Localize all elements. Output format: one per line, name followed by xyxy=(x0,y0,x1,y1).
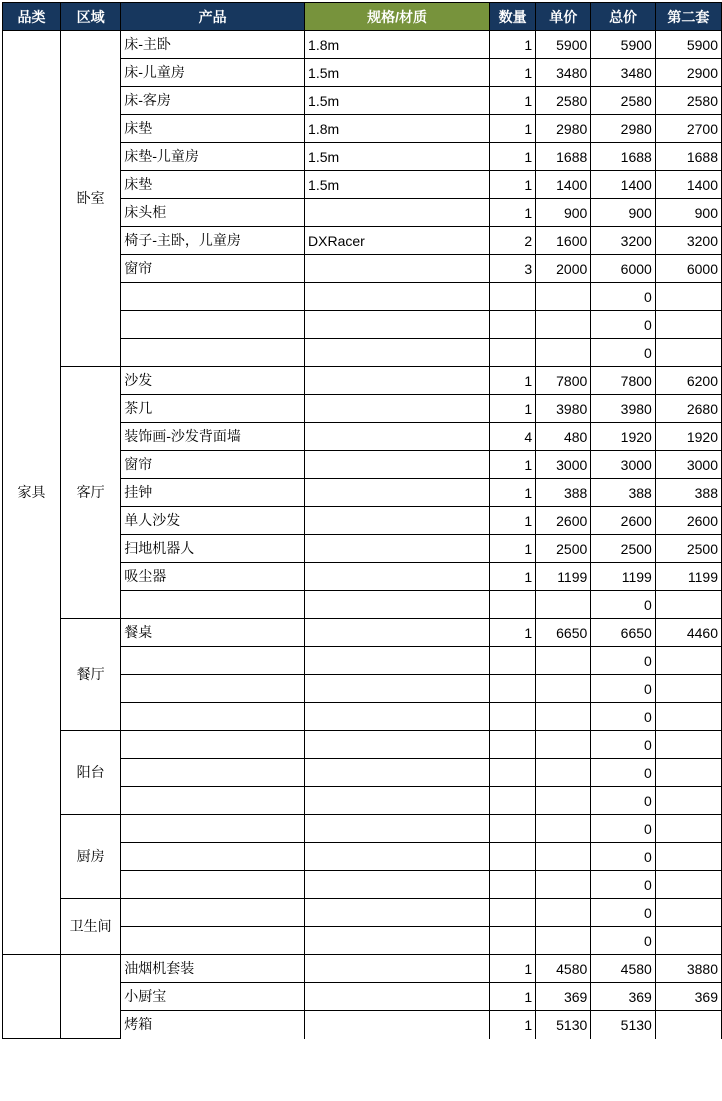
area-cell[interactable]: 厨房 xyxy=(61,815,121,899)
spec-cell[interactable] xyxy=(305,339,490,367)
second-set-cell[interactable] xyxy=(655,703,721,731)
second-set-cell[interactable] xyxy=(655,647,721,675)
product-cell[interactable]: 装饰画-沙发背面墙 xyxy=(121,423,305,451)
product-cell[interactable] xyxy=(121,815,305,843)
product-cell[interactable] xyxy=(121,899,305,927)
total-cell[interactable]: 900 xyxy=(591,199,656,227)
qty-cell[interactable] xyxy=(490,787,536,815)
second-set-cell[interactable]: 3200 xyxy=(655,227,721,255)
unit-price-cell[interactable] xyxy=(536,899,591,927)
unit-price-cell[interactable] xyxy=(536,787,591,815)
second-set-cell[interactable] xyxy=(655,1011,721,1039)
unit-price-cell[interactable]: 5130 xyxy=(536,1011,591,1039)
total-cell[interactable]: 3200 xyxy=(591,227,656,255)
total-cell[interactable]: 3000 xyxy=(591,451,656,479)
header-row xyxy=(3,3,722,31)
spec-cell[interactable]: 1.8m xyxy=(305,31,490,59)
area-cell[interactable]: 卧室 xyxy=(61,31,121,367)
total-cell[interactable]: 1199 xyxy=(591,563,656,591)
unit-price-cell[interactable] xyxy=(536,591,591,619)
product-cell[interactable] xyxy=(121,731,305,759)
spec-cell[interactable] xyxy=(305,647,490,675)
unit-price-cell[interactable]: 2600 xyxy=(536,507,591,535)
second-set-cell[interactable]: 3880 xyxy=(655,955,721,983)
spec-cell[interactable]: 1.5m xyxy=(305,143,490,171)
qty-cell[interactable]: 1 xyxy=(490,479,536,507)
spec-cell[interactable] xyxy=(305,815,490,843)
total-cell[interactable]: 0 xyxy=(591,647,656,675)
header-spec[interactable]: 规格/材质 xyxy=(305,3,490,31)
spec-cell[interactable] xyxy=(305,983,490,1011)
spec-cell[interactable] xyxy=(305,423,490,451)
product-cell[interactable]: 床垫 xyxy=(121,171,305,199)
spec-cell[interactable]: 1.5m xyxy=(305,59,490,87)
product-cell[interactable]: 扫地机器人 xyxy=(121,535,305,563)
unit-price-cell[interactable] xyxy=(536,339,591,367)
total-cell[interactable]: 0 xyxy=(591,871,656,899)
unit-price-cell[interactable] xyxy=(536,871,591,899)
product-cell[interactable]: 床垫-儿童房 xyxy=(121,143,305,171)
second-set-cell[interactable]: 2500 xyxy=(655,535,721,563)
total-cell[interactable]: 3980 xyxy=(591,395,656,423)
unit-price-cell[interactable]: 5900 xyxy=(536,31,591,59)
header-category[interactable]: 品类 xyxy=(3,3,61,31)
qty-cell[interactable] xyxy=(490,759,536,787)
spec-cell[interactable]: 1.5m xyxy=(305,171,490,199)
spec-cell[interactable] xyxy=(305,507,490,535)
unit-price-cell[interactable]: 6650 xyxy=(536,619,591,647)
spec-cell[interactable] xyxy=(305,563,490,591)
qty-cell[interactable] xyxy=(490,899,536,927)
area-cell[interactable] xyxy=(61,955,121,1039)
product-cell[interactable] xyxy=(121,871,305,899)
spec-cell[interactable] xyxy=(305,367,490,395)
unit-price-cell[interactable]: 1199 xyxy=(536,563,591,591)
second-set-cell[interactable] xyxy=(655,731,721,759)
budget-table xyxy=(2,2,722,1039)
spec-cell[interactable] xyxy=(305,675,490,703)
qty-cell[interactable]: 3 xyxy=(490,255,536,283)
spec-cell[interactable]: 1.8m xyxy=(305,115,490,143)
total-cell[interactable]: 2980 xyxy=(591,115,656,143)
qty-cell[interactable] xyxy=(490,703,536,731)
spec-cell[interactable] xyxy=(305,283,490,311)
second-set-cell[interactable]: 900 xyxy=(655,199,721,227)
qty-cell[interactable]: 1 xyxy=(490,199,536,227)
total-cell[interactable]: 0 xyxy=(591,927,656,955)
category-cell[interactable]: 家具 xyxy=(3,31,61,955)
product-cell[interactable] xyxy=(121,759,305,787)
unit-price-cell[interactable] xyxy=(536,311,591,339)
unit-price-cell[interactable] xyxy=(536,927,591,955)
spec-cell[interactable] xyxy=(305,759,490,787)
unit-price-cell[interactable]: 1688 xyxy=(536,143,591,171)
unit-price-cell[interactable]: 480 xyxy=(536,423,591,451)
product-cell[interactable] xyxy=(121,283,305,311)
second-set-cell[interactable]: 2600 xyxy=(655,507,721,535)
second-set-cell[interactable]: 2680 xyxy=(655,395,721,423)
area-cell[interactable]: 客厅 xyxy=(61,367,121,619)
unit-price-cell[interactable]: 2500 xyxy=(536,535,591,563)
table-row xyxy=(3,619,722,647)
qty-cell[interactable] xyxy=(490,843,536,871)
second-set-cell[interactable]: 2900 xyxy=(655,59,721,87)
unit-price-cell[interactable]: 1600 xyxy=(536,227,591,255)
qty-cell[interactable]: 1 xyxy=(490,367,536,395)
area-cell[interactable]: 卫生间 xyxy=(61,899,121,955)
second-set-cell[interactable] xyxy=(655,843,721,871)
total-cell[interactable]: 0 xyxy=(591,899,656,927)
qty-cell[interactable] xyxy=(490,591,536,619)
unit-price-cell[interactable]: 3980 xyxy=(536,395,591,423)
spec-cell[interactable] xyxy=(305,1011,490,1039)
second-set-cell[interactable]: 1688 xyxy=(655,143,721,171)
qty-cell[interactable]: 1 xyxy=(490,87,536,115)
spec-cell[interactable] xyxy=(305,871,490,899)
spec-cell[interactable] xyxy=(305,535,490,563)
second-set-cell[interactable] xyxy=(655,759,721,787)
qty-cell[interactable] xyxy=(490,927,536,955)
product-cell[interactable]: 单人沙发 xyxy=(121,507,305,535)
table-row xyxy=(3,731,722,759)
qty-cell[interactable]: 1 xyxy=(490,115,536,143)
spec-cell[interactable] xyxy=(305,451,490,479)
header-area[interactable]: 区域 xyxy=(61,3,121,31)
unit-price-cell[interactable] xyxy=(536,703,591,731)
total-cell[interactable]: 2600 xyxy=(591,507,656,535)
unit-price-cell[interactable]: 388 xyxy=(536,479,591,507)
qty-cell[interactable]: 1 xyxy=(490,983,536,1011)
unit-price-cell[interactable]: 369 xyxy=(536,983,591,1011)
product-cell[interactable]: 烤箱 xyxy=(121,1011,305,1039)
spec-cell[interactable] xyxy=(305,311,490,339)
spec-cell[interactable] xyxy=(305,619,490,647)
product-cell[interactable] xyxy=(121,591,305,619)
total-cell[interactable]: 6000 xyxy=(591,255,656,283)
second-set-cell[interactable]: 369 xyxy=(655,983,721,1011)
second-set-cell[interactable] xyxy=(655,787,721,815)
qty-cell[interactable] xyxy=(490,675,536,703)
second-set-cell[interactable]: 388 xyxy=(655,479,721,507)
product-cell[interactable]: 挂钟 xyxy=(121,479,305,507)
total-cell[interactable]: 1920 xyxy=(591,423,656,451)
unit-price-cell[interactable]: 2580 xyxy=(536,87,591,115)
spec-cell[interactable] xyxy=(305,899,490,927)
total-cell[interactable]: 0 xyxy=(591,703,656,731)
second-set-cell[interactable] xyxy=(655,311,721,339)
header-second-set[interactable]: 第二套 xyxy=(655,3,721,31)
second-set-cell[interactable] xyxy=(655,675,721,703)
unit-price-cell[interactable]: 2980 xyxy=(536,115,591,143)
total-cell[interactable]: 5130 xyxy=(591,1011,656,1039)
qty-cell[interactable]: 1 xyxy=(490,1011,536,1039)
spec-cell[interactable] xyxy=(305,255,490,283)
unit-price-cell[interactable] xyxy=(536,815,591,843)
second-set-cell[interactable]: 1920 xyxy=(655,423,721,451)
total-cell[interactable]: 0 xyxy=(591,843,656,871)
total-cell[interactable]: 2580 xyxy=(591,87,656,115)
product-cell[interactable] xyxy=(121,311,305,339)
total-cell[interactable]: 0 xyxy=(591,731,656,759)
second-set-cell[interactable]: 1199 xyxy=(655,563,721,591)
total-cell[interactable]: 1688 xyxy=(591,143,656,171)
area-cell[interactable]: 阳台 xyxy=(61,731,121,815)
qty-cell[interactable]: 1 xyxy=(490,31,536,59)
unit-price-cell[interactable]: 3480 xyxy=(536,59,591,87)
unit-price-cell[interactable]: 2000 xyxy=(536,255,591,283)
second-set-cell[interactable]: 5900 xyxy=(655,31,721,59)
product-cell[interactable]: 油烟机套装 xyxy=(121,955,305,983)
total-cell[interactable]: 2500 xyxy=(591,535,656,563)
total-cell[interactable]: 7800 xyxy=(591,367,656,395)
product-cell[interactable]: 床垫 xyxy=(121,115,305,143)
qty-cell[interactable]: 1 xyxy=(490,507,536,535)
qty-cell[interactable]: 1 xyxy=(490,563,536,591)
spec-cell[interactable] xyxy=(305,787,490,815)
table-row xyxy=(3,367,722,395)
second-set-cell[interactable] xyxy=(655,871,721,899)
product-cell[interactable]: 吸尘器 xyxy=(121,563,305,591)
spec-cell[interactable] xyxy=(305,927,490,955)
product-cell[interactable] xyxy=(121,787,305,815)
qty-cell[interactable] xyxy=(490,647,536,675)
qty-cell[interactable] xyxy=(490,731,536,759)
spec-cell[interactable] xyxy=(305,843,490,871)
unit-price-cell[interactable]: 7800 xyxy=(536,367,591,395)
product-cell[interactable]: 小厨宝 xyxy=(121,983,305,1011)
qty-cell[interactable]: 1 xyxy=(490,535,536,563)
unit-price-cell[interactable] xyxy=(536,283,591,311)
product-cell[interactable] xyxy=(121,675,305,703)
second-set-cell[interactable] xyxy=(655,591,721,619)
product-cell[interactable] xyxy=(121,843,305,871)
header-product[interactable]: 产品 xyxy=(121,3,305,31)
qty-cell[interactable]: 1 xyxy=(490,619,536,647)
second-set-cell[interactable] xyxy=(655,283,721,311)
total-cell[interactable]: 0 xyxy=(591,339,656,367)
unit-price-cell[interactable] xyxy=(536,647,591,675)
product-cell[interactable]: 沙发 xyxy=(121,367,305,395)
total-cell[interactable]: 0 xyxy=(591,283,656,311)
qty-cell[interactable]: 2 xyxy=(490,227,536,255)
area-cell[interactable]: 餐厅 xyxy=(61,619,121,731)
qty-cell[interactable]: 1 xyxy=(490,395,536,423)
product-cell[interactable] xyxy=(121,647,305,675)
product-cell[interactable]: 床-主卧 xyxy=(121,31,305,59)
second-set-cell[interactable]: 2580 xyxy=(655,87,721,115)
product-cell[interactable]: 床-儿童房 xyxy=(121,59,305,87)
total-cell[interactable]: 1400 xyxy=(591,171,656,199)
header-qty[interactable]: 数量 xyxy=(490,3,536,31)
spec-cell[interactable] xyxy=(305,395,490,423)
qty-cell[interactable]: 4 xyxy=(490,423,536,451)
qty-cell[interactable] xyxy=(490,283,536,311)
total-cell[interactable]: 0 xyxy=(591,759,656,787)
second-set-cell[interactable]: 2700 xyxy=(655,115,721,143)
product-cell[interactable]: 床头柜 xyxy=(121,199,305,227)
unit-price-cell[interactable]: 900 xyxy=(536,199,591,227)
product-cell[interactable] xyxy=(121,703,305,731)
product-cell[interactable]: 窗帘 xyxy=(121,451,305,479)
second-set-cell[interactable] xyxy=(655,927,721,955)
total-cell[interactable]: 3480 xyxy=(591,59,656,87)
spec-cell[interactable]: 1.5m xyxy=(305,87,490,115)
spec-cell[interactable] xyxy=(305,479,490,507)
spec-cell[interactable] xyxy=(305,591,490,619)
second-set-cell[interactable]: 6000 xyxy=(655,255,721,283)
spec-cell[interactable] xyxy=(305,199,490,227)
product-cell[interactable]: 椅子-主卧，儿童房 xyxy=(121,227,305,255)
qty-cell[interactable] xyxy=(490,339,536,367)
table-row xyxy=(3,899,722,927)
unit-price-cell[interactable] xyxy=(536,759,591,787)
second-set-cell[interactable]: 4460 xyxy=(655,619,721,647)
second-set-cell[interactable] xyxy=(655,815,721,843)
qty-cell[interactable]: 1 xyxy=(490,59,536,87)
header-total[interactable]: 总价 xyxy=(591,3,656,31)
second-set-cell[interactable]: 1400 xyxy=(655,171,721,199)
unit-price-cell[interactable]: 1400 xyxy=(536,171,591,199)
table-row xyxy=(3,31,722,59)
second-set-cell[interactable] xyxy=(655,899,721,927)
total-cell[interactable]: 0 xyxy=(591,787,656,815)
qty-cell[interactable]: 1 xyxy=(490,451,536,479)
unit-price-cell[interactable]: 3000 xyxy=(536,451,591,479)
header-unit-price[interactable]: 单价 xyxy=(536,3,591,31)
total-cell[interactable]: 6650 xyxy=(591,619,656,647)
spec-cell[interactable] xyxy=(305,731,490,759)
product-cell[interactable]: 床-客房 xyxy=(121,87,305,115)
qty-cell[interactable]: 1 xyxy=(490,143,536,171)
total-cell[interactable]: 4580 xyxy=(591,955,656,983)
spec-cell[interactable]: DXRacer xyxy=(305,227,490,255)
total-cell[interactable]: 0 xyxy=(591,815,656,843)
total-cell[interactable]: 0 xyxy=(591,311,656,339)
total-cell[interactable]: 5900 xyxy=(591,31,656,59)
unit-price-cell[interactable] xyxy=(536,675,591,703)
product-cell[interactable] xyxy=(121,339,305,367)
qty-cell[interactable]: 1 xyxy=(490,171,536,199)
qty-cell[interactable] xyxy=(490,871,536,899)
total-cell[interactable]: 388 xyxy=(591,479,656,507)
second-set-cell[interactable]: 6200 xyxy=(655,367,721,395)
product-cell[interactable]: 茶几 xyxy=(121,395,305,423)
total-cell[interactable]: 0 xyxy=(591,591,656,619)
product-cell[interactable]: 餐桌 xyxy=(121,619,305,647)
category-cell[interactable] xyxy=(3,955,61,1039)
table-row xyxy=(3,815,722,843)
product-cell[interactable] xyxy=(121,927,305,955)
table-row xyxy=(3,955,722,983)
unit-price-cell[interactable] xyxy=(536,843,591,871)
second-set-cell[interactable]: 3000 xyxy=(655,451,721,479)
spec-cell[interactable] xyxy=(305,955,490,983)
total-cell[interactable]: 369 xyxy=(591,983,656,1011)
total-cell[interactable]: 0 xyxy=(591,675,656,703)
qty-cell[interactable]: 1 xyxy=(490,955,536,983)
unit-price-cell[interactable]: 4580 xyxy=(536,955,591,983)
product-cell[interactable]: 窗帘 xyxy=(121,255,305,283)
spec-cell[interactable] xyxy=(305,703,490,731)
qty-cell[interactable] xyxy=(490,311,536,339)
unit-price-cell[interactable] xyxy=(536,731,591,759)
qty-cell[interactable] xyxy=(490,815,536,843)
second-set-cell[interactable] xyxy=(655,339,721,367)
